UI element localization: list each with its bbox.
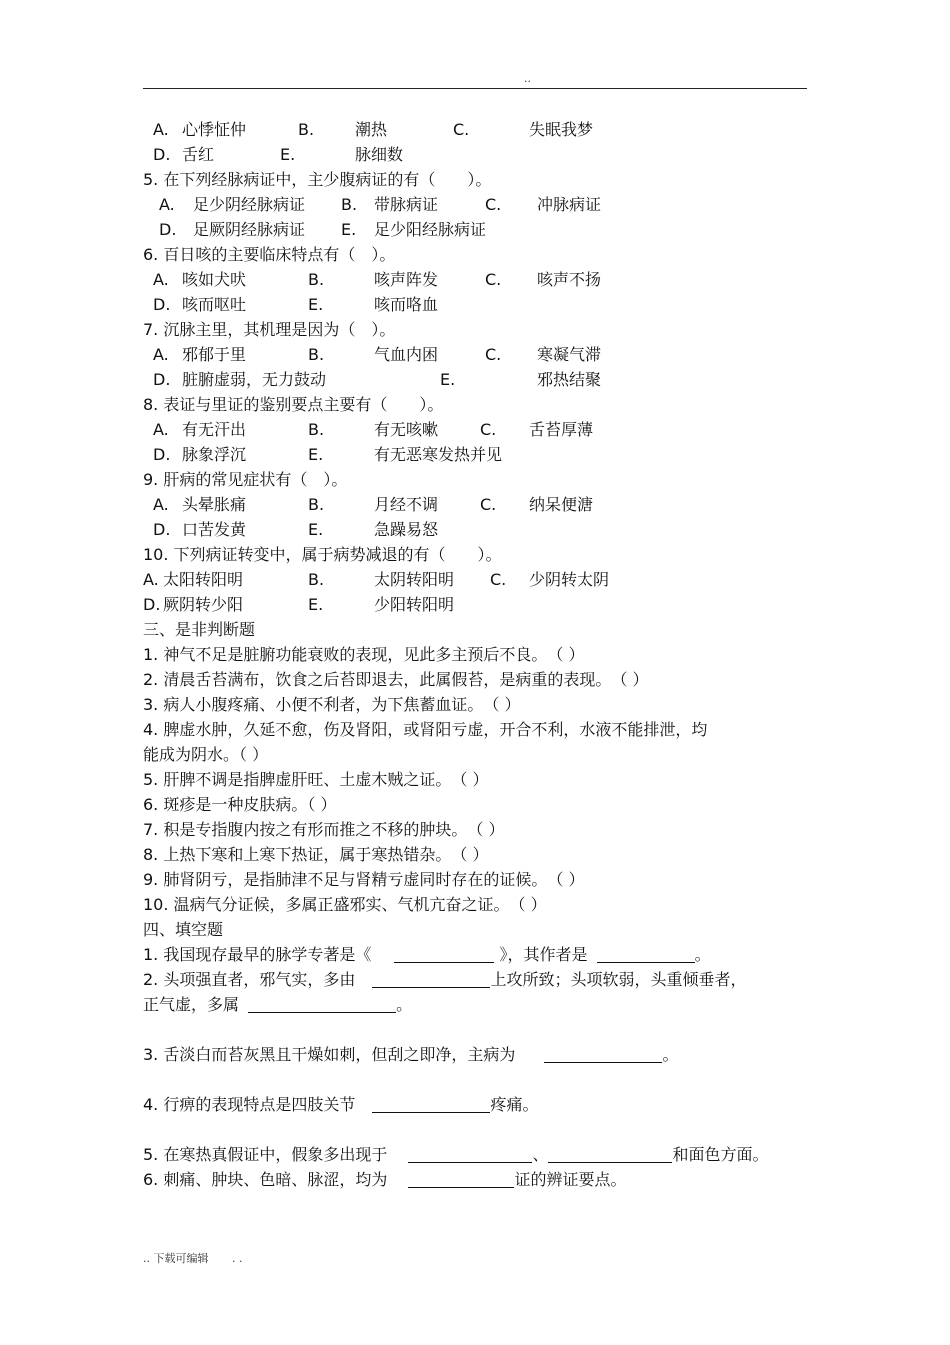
fill-text: 6. 刺痛、肿块、色暗、脉涩，均为 — [143, 1170, 388, 1189]
option-c-label: C. — [453, 120, 470, 139]
option-a-label: A. — [159, 195, 175, 214]
fill-text: 1. 我国现存最早的脉学专著是《 — [143, 945, 372, 964]
option-c-text: 纳呆便溏 — [529, 495, 594, 514]
q9-stem: 9. 肝病的常见症状有（ ）。 — [143, 470, 348, 489]
judgement-item: 1. 神气不足是脏腑功能衰败的表现，见此多主预后不良。 （ ） — [143, 645, 585, 664]
option-c-label: C. — [485, 270, 502, 289]
option-a-text: 太阳转阳明 — [163, 570, 244, 589]
answer-blank[interactable] — [544, 1046, 662, 1063]
option-a-text: 心悸怔仲 — [182, 120, 247, 139]
option-a-label: A. — [153, 270, 169, 289]
option-e-label: E. — [308, 595, 324, 614]
q6-stem: 6. 百日咳的主要临床特点有（ ）。 — [143, 245, 396, 264]
header-rule — [143, 88, 807, 89]
option-e-text: 足少阳经脉病证 — [374, 220, 487, 239]
option-d-label: D. — [153, 520, 171, 539]
header-dots: .. — [524, 72, 531, 85]
option-a-label: A. — [153, 345, 169, 364]
option-b-label: B. — [341, 195, 358, 214]
fill-text: 、 — [532, 1145, 549, 1164]
fill-text: 和面色方面。 — [672, 1145, 769, 1164]
option-b-text: 咳声阵发 — [374, 270, 439, 289]
answer-blank[interactable] — [248, 996, 396, 1013]
option-d-label: D. — [143, 595, 161, 614]
option-a-text: 头晕胀痛 — [182, 495, 247, 514]
option-e-label: E. — [280, 145, 296, 164]
fill-text: 》，其作者是 — [499, 945, 588, 964]
option-d-label: D. — [153, 295, 171, 314]
option-d-label: D. — [153, 445, 171, 464]
option-c-label: C. — [485, 195, 502, 214]
option-d-text: 脏腑虚弱，无力鼓动 — [182, 370, 327, 389]
option-a-text: 有无汗出 — [182, 420, 247, 439]
option-a-text: 足少阴经脉病证 — [193, 195, 306, 214]
option-d-text: 咳而呕吐 — [182, 295, 247, 314]
judgement-item-continued: 能成为阴水。（ ） — [143, 745, 269, 764]
option-b-label: B. — [308, 270, 325, 289]
option-b-text: 带脉病证 — [374, 195, 439, 214]
option-c-text: 冲脉病证 — [537, 195, 602, 214]
section-title: 四、填空题 — [143, 920, 224, 939]
judgement-item: 4. 脾虚水肿，久延不愈，伤及肾阳，或肾阳亏虚，开合不利，水液不能排泄，均 — [143, 720, 708, 739]
fill-item-2 — [143, 970, 746, 990]
option-b-text: 气血内困 — [374, 345, 439, 364]
fill-text: 证的辨证要点。 — [514, 1170, 627, 1189]
option-e-text: 急躁易怒 — [374, 520, 439, 539]
judgement-item: 8. 上热下寒和上寒下热证，属于寒热错杂。 （ ） — [143, 845, 489, 864]
judgement-item: 2. 清晨舌苔满布，饮食之后苔即退去，此属假苔，是病重的表现。 （ ） — [143, 670, 649, 689]
answer-blank[interactable] — [394, 946, 494, 963]
option-d-text: 舌红 — [182, 145, 215, 164]
option-c-text: 咳声不扬 — [537, 270, 602, 289]
option-e-text: 邪热结聚 — [537, 370, 602, 389]
option-c-label: C. — [490, 570, 507, 589]
footer — [143, 1250, 243, 1266]
option-d-label: D. — [159, 220, 177, 239]
option-c-label: C. — [480, 495, 497, 514]
answer-blank[interactable] — [548, 1146, 672, 1163]
option-d-text: 脉象浮沉 — [182, 445, 247, 464]
option-b-label: B. — [308, 345, 325, 364]
answer-blank[interactable] — [408, 1146, 532, 1163]
fill-text: 。 — [694, 945, 711, 964]
answer-blank[interactable] — [597, 946, 695, 963]
option-b-text: 太阴转阳明 — [374, 570, 455, 589]
option-c-text: 舌苔厚薄 — [529, 420, 594, 439]
fill-text: 3. 舌淡白而苔灰黑且干燥如刺，但刮之即净，主病为 — [143, 1045, 516, 1064]
option-c-text: 少阴转太阴 — [529, 570, 610, 589]
fill-item-2-continued — [143, 995, 412, 1015]
option-d-text: 足厥阴经脉病证 — [193, 220, 306, 239]
option-b-text: 有无咳嗽 — [374, 420, 439, 439]
judgement-item: 3. 病人小腹疼痛、小便不利者，为下焦蓄血证。 （ ） — [143, 695, 521, 714]
option-e-text: 脉细数 — [355, 145, 404, 164]
fill-text: 。 — [396, 995, 413, 1014]
option-e-label: E. — [341, 220, 357, 239]
judgement-item: 9. 肺肾阴亏，是指肺津不足与肾精亏虚同时存在的证候。 （ ） — [143, 870, 585, 889]
judgement-item: 6. 斑疹是一种皮肤病。（ ） — [143, 795, 337, 814]
option-e-label: E. — [440, 370, 456, 389]
option-b-text: 月经不调 — [374, 495, 439, 514]
option-b-text: 潮热 — [355, 120, 388, 139]
fill-text: 4. 行痹的表现特点是四肢关节 — [143, 1095, 356, 1114]
answer-blank[interactable] — [372, 971, 490, 988]
option-d-label: D. — [153, 370, 171, 389]
option-e-label: E. — [308, 295, 324, 314]
option-b-label: B. — [308, 420, 325, 439]
option-e-label: E. — [308, 520, 324, 539]
q8-stem: 8. 表证与里证的鉴别要点主要有（ ）。 — [143, 395, 444, 414]
option-c-text: 寒凝气滞 — [537, 345, 602, 364]
fill-item-3 — [143, 1045, 678, 1065]
option-d-text: 口苦发黄 — [182, 520, 247, 539]
judgement-item: 7. 积是专指腹内按之有形而推之不移的肿块。 （ ） — [143, 820, 505, 839]
option-e-text: 有无恶寒发热并见 — [374, 445, 503, 464]
fill-text: 上攻所致；头项软弱，头重倾垂者， — [490, 970, 747, 989]
fill-text: 。 — [662, 1045, 679, 1064]
option-b-label: B. — [298, 120, 315, 139]
fill-item-1 — [143, 945, 711, 965]
option-e-text: 咳而咯血 — [374, 295, 439, 314]
option-a-label: A. — [153, 120, 169, 139]
answer-blank[interactable] — [372, 1096, 490, 1113]
option-a-label: A. — [153, 495, 169, 514]
option-a-label: A. — [153, 420, 169, 439]
option-c-label: C. — [480, 420, 497, 439]
section-title: 三、是非判断题 — [143, 620, 256, 639]
option-b-label: B. — [308, 570, 325, 589]
judgement-item: 10. 温病气分证候，多属正盛邪实、气机亢奋之证。 （ ） — [143, 895, 547, 914]
option-c-text: 失眠我梦 — [529, 120, 594, 139]
q5-stem: 5. 在下列经脉病证中，主少腹病证的有（ ）。 — [143, 170, 492, 189]
q7-stem: 7. 沉脉主里，其机理是因为（ ）。 — [143, 320, 396, 339]
footer-dots-right: . . — [232, 1252, 243, 1265]
fill-text: 2. 头项强直者，邪气实，多由 — [143, 970, 356, 989]
option-a-text: 邪郁于里 — [182, 345, 247, 364]
fill-text: 正气虚，多属 — [143, 995, 240, 1014]
fill-text: 疼痛。 — [490, 1095, 539, 1114]
option-a-label: A. — [143, 570, 159, 589]
option-c-label: C. — [485, 345, 502, 364]
judgement-item: 5. 肝脾不调是指脾虚肝旺、土虚木贼之证。 （ ） — [143, 770, 489, 789]
fill-item-6 — [143, 1170, 626, 1190]
q10-stem: 10. 下列病证转变中，属于病势减退的有（ ）。 — [143, 545, 502, 564]
fill-text: 5. 在寒热真假证中，假象多出现于 — [143, 1145, 388, 1164]
option-e-label: E. — [308, 445, 324, 464]
footer-dots-left: .. — [143, 1252, 150, 1265]
option-a-text: 咳如犬吠 — [182, 270, 247, 289]
footer-label: 下载可编辑 — [153, 1252, 209, 1265]
option-d-text: 厥阴转少阳 — [163, 595, 244, 614]
fill-item-4 — [143, 1095, 538, 1115]
option-e-text: 少阳转阳明 — [374, 595, 455, 614]
fill-item-5 — [143, 1145, 768, 1165]
option-d-label: D. — [153, 145, 171, 164]
option-b-label: B. — [308, 495, 325, 514]
answer-blank[interactable] — [408, 1171, 514, 1188]
